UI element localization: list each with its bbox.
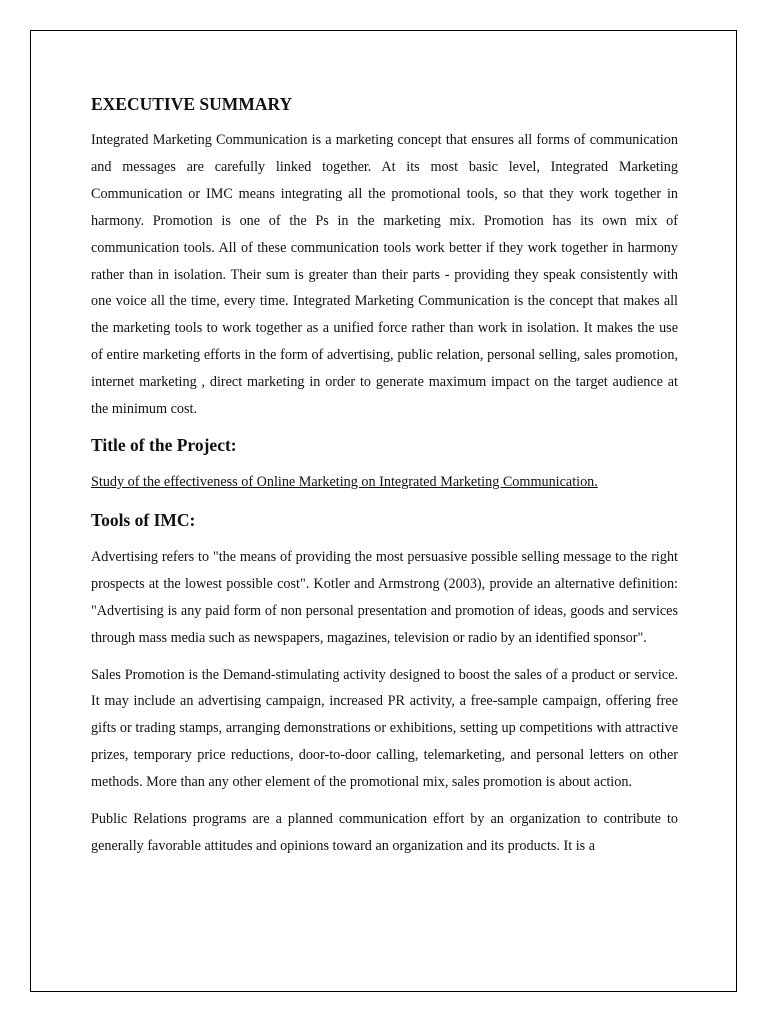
advertising-paragraph: Advertising refers to "the means of providing the most persuasive possible selling message to the right prospects at the lowest possible cost". Kotler and Armstrong (2003), provide an alternative definition: "Advertising is any paid form of non personal presentation and promotion of ideas, goods and services through mass media such as newspapers, magazines, television or radio by an identified sponsor". — [91, 548, 678, 646]
project-title-text: Study of the effectiveness of Online Marketing on Integrated Marketing Communication. — [91, 473, 598, 490]
tools-of-imc-heading: Tools of IMC: — [91, 509, 196, 530]
public-relations-paragraph: Public Relations programs are a planned communication effort by an organization to contribute to generally favorable attitudes and opinions toward an organization and its products. It is a — [91, 811, 678, 854]
executive-summary-paragraph: Integrated Marketing Communication is a marketing concept that ensures all forms of communication and messages are carefully linked together. At its most basic level, Integrated Marketing Communication or IMC means integrating all the promotional tools, so that they work together in harmony. Promotion is one of the Ps in the marketing mix. Promotion has its own mix of communication tools. All of these communication tools work better if they work together in harmony rather than in isolation. Their sum is greater than their parts - providing they speak consistently with one voice all the time, every time. Integrated Marketing Communication is the concept that makes all the marketing tools to work together as a unified force rather than work in isolation. It makes the use of entire marketing efforts in the form of advertising, public relation, personal selling, sales promotion, internet marketing , direct marketing in order to generate maximum impact on the target audience at the minimum cost. — [91, 132, 678, 418]
document-body — [91, 91, 678, 870]
document-page — [30, 30, 737, 992]
executive-summary-heading: EXECUTIVE SUMMARY — [91, 94, 293, 114]
project-title-heading: Title of the Project: — [91, 434, 237, 455]
sales-promotion-paragraph: Sales Promotion is the Demand-stimulating activity designed to boost the sales of a product or service. It may include an advertising campaign, increased PR activity, a free-sample campaign, offering free gifts or trading stamps, arranging demonstrations or exhibitions, setting up competitions with attractive prizes, temporary price reductions, door-to-door calling, telemarketing, and personal letters on other methods. More than any other element of the promotional mix, sales promotion is about action. — [91, 666, 678, 791]
